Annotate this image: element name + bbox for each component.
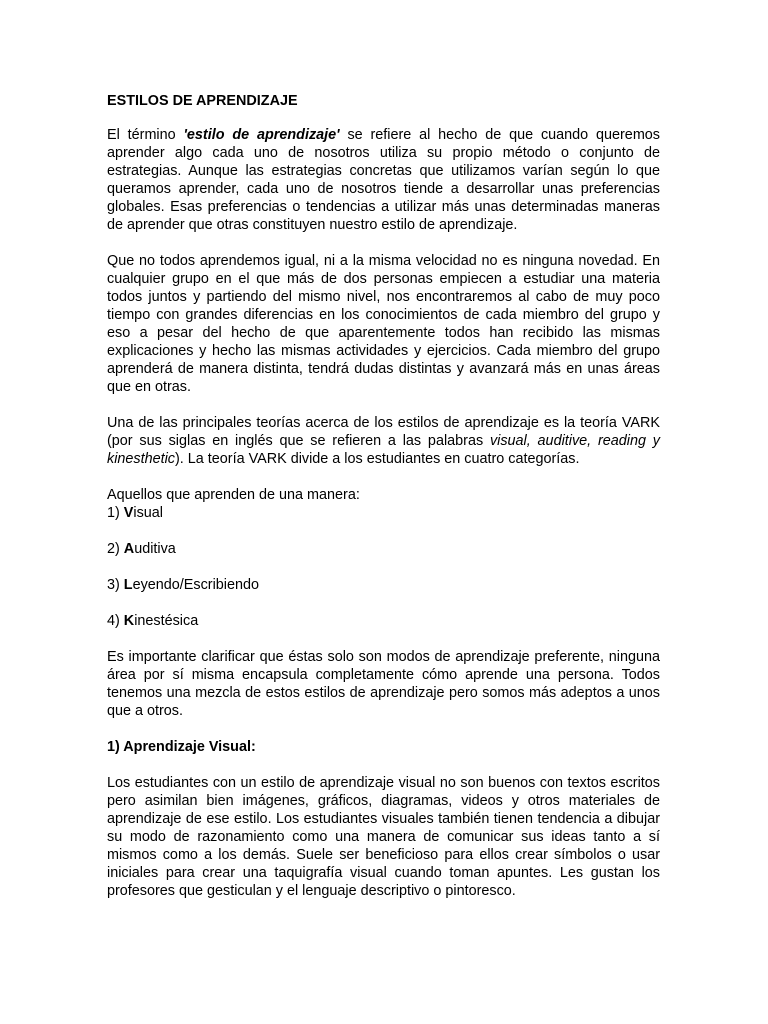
paragraph-vark [107, 414, 660, 468]
paragraph-clarification: Es importante clarificar que éstas solo son modos de aprendizaje preferente, ninguna área por sí misma encapsula completamente cómo aprende una persona. Todos tenemos una mezcla de estos estilos de aprendizaje pero somos más adeptos a unos que a otros. [107, 649, 660, 719]
paragraph-differences: Que no todos aprendemos igual, ni a la misma velocidad no es ninguna novedad. En cualquier grupo en el que más de dos personas empiecen a estudiar una materia todos juntos y partiendo del mismo nivel, nos encontraremos al cabo de muy poco tiempo con grandes diferencias en los conocimientos de cada miembro del grupo y eso a pesar del hecho de que aparentemente todos han recibido las mismas explicaciones y hecho las mismas actividades y ejercicios. Cada miembro del grupo aprenderá de manera distinta, tendrá dudas distintas y avanzará más en unas áreas que en otras. [107, 253, 660, 395]
vark-words: visual, auditive, reading y kinesthetic [107, 433, 660, 467]
list-item-kinestesica [107, 612, 660, 630]
list-item-auditiva [107, 540, 660, 558]
paragraph-visual-learning: Los estudiantes con un estilo de aprendizaje visual no son buenos con textos escritos pero asimilan bien imágenes, gráficos, diagramas, videos y otros materiales de aprendizaje de ese estilo. Los estudiantes visuales también tienen tendencia a dibujar su modo de razonamiento como una manera de comunicar sus ideas tanto a sí mismos como a los demás. Suele ser beneficioso para ellos crear símbolos o usar iniciales para crear una taquigrafía visual cuando toman apuntes. Les gustan los profesores que gesticulan y el lenguaje descriptivo o pintoresco. [107, 775, 660, 899]
list-item-leyendo [107, 576, 660, 594]
section-heading-visual: 1) Aprendizaje Visual: [107, 739, 256, 755]
list-intro: Aquellos que aprenden de una manera: [107, 487, 360, 503]
list-item-rest: isual [133, 505, 164, 521]
list-item-number: 2) [107, 541, 124, 557]
document-page [107, 92, 660, 918]
list-item-initial: A [123, 541, 135, 557]
list-item-visual [107, 504, 660, 522]
list-item-initial: K [123, 613, 135, 629]
list-item-number: 4) [107, 613, 124, 629]
document-title: ESTILOS DE APRENDIZAJE [107, 93, 298, 109]
list-item-rest: eyendo/Escribiendo [132, 577, 259, 593]
list-item-initial: V [123, 505, 134, 521]
paragraph-vark-pre: Una de las principales teorías acerca de los estilos de aprendizaje es la teoría VARK (por sus siglas en inglés que se refieren a las palabras [107, 415, 660, 449]
paragraph-definition-pre: El término [107, 127, 184, 143]
paragraph-definition-post: se refiere al hecho de que cuando queremos aprender algo cada uno de nosotros utiliza su propio método o conjunto de estrategias. Aunque las estrategias concretas que utilizamos varían según lo que queramos aprender, cada uno de nosotros tiende a desarrollar unas preferencias globales. Esas preferencias o tendencias a utilizar más unas determinadas maneras de aprender que otras constituyen nuestro estilo de aprendizaje. [107, 127, 661, 233]
list-item-initial: L [123, 577, 133, 593]
list-item-number: 3) [107, 577, 124, 593]
list-item-rest: inestésica [134, 613, 199, 629]
list-item-rest: uditiva [134, 541, 176, 557]
paragraph-vark-post: ). La teoría VARK divide a los estudiantes en cuatro categorías. [175, 451, 580, 467]
list-item-number: 1) [107, 505, 124, 521]
paragraph-definition [107, 126, 660, 234]
term-estilo-de-aprendizaje: 'estilo de aprendizaje' [183, 127, 340, 143]
